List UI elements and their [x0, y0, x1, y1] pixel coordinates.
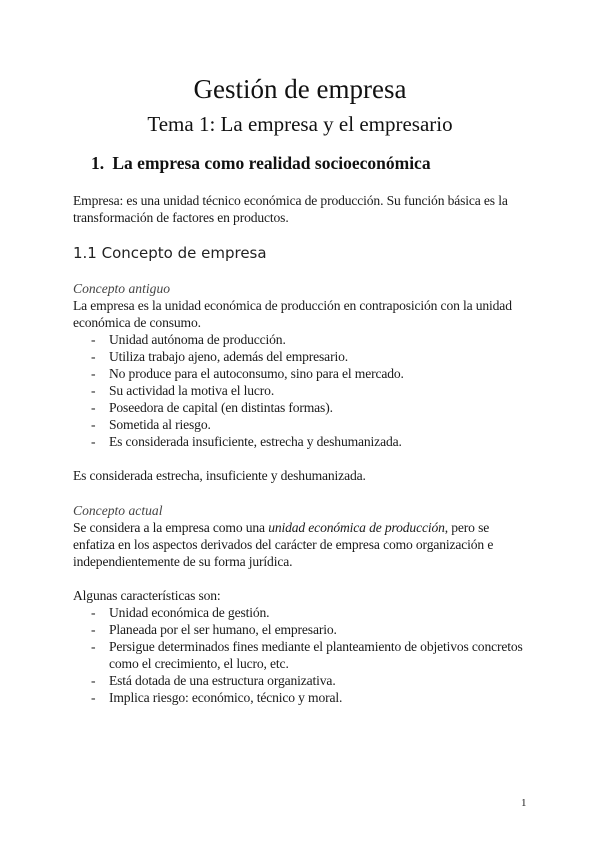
list-item — [73, 433, 533, 450]
caracteristicas-intro: Algunas características son: — [73, 588, 221, 603]
list-item — [73, 365, 533, 382]
dash-bullet: - — [91, 417, 96, 432]
list-item — [73, 672, 533, 689]
dash-bullet: - — [91, 332, 96, 347]
list-item — [73, 399, 533, 416]
list-item-text: Unidad económica de gestión. — [109, 605, 270, 620]
list-item-text: Implica riesgo: económico, técnico y moral. — [109, 690, 343, 705]
subsection-heading: 1.1 Concepto de empresa — [73, 244, 267, 262]
concepto-actual-text-before: Se considera a la empresa como una — [73, 520, 269, 535]
list-item — [73, 621, 533, 638]
list-item — [73, 348, 533, 365]
page-number: 1 — [521, 797, 527, 809]
section-heading-text: La empresa como realidad socioeconómica — [112, 153, 431, 173]
document-title: Gestión de empresa — [193, 74, 407, 104]
caracteristicas-list — [73, 604, 533, 706]
section-heading — [91, 151, 431, 175]
dash-bullet: - — [91, 400, 96, 415]
concepto-antiguo-paragraph: La empresa es la unidad económica de producción en contraposición con la unidad económica de consumo. — [73, 298, 512, 330]
list-item — [73, 604, 533, 621]
list-item-text: Su actividad la motiva el lucro. — [109, 383, 275, 398]
dash-bullet: - — [91, 434, 96, 449]
list-item — [73, 638, 533, 672]
list-item-text: Unidad autónoma de producción. — [109, 332, 286, 347]
list-item-text: No produce para el autoconsumo, sino para el mercado. — [109, 366, 404, 381]
dash-bullet: - — [91, 622, 96, 637]
concepto-actual-heading: Concepto actual — [73, 503, 163, 518]
concepto-actual-paragraph — [73, 519, 533, 570]
list-item — [73, 331, 533, 348]
dash-bullet: - — [91, 349, 96, 364]
dash-bullet: - — [91, 639, 96, 654]
list-item-text: Poseedora de capital (en distintas formas). — [109, 400, 333, 415]
dash-bullet: - — [91, 690, 96, 705]
list-item-text: Utiliza trabajo ajeno, además del empresario. — [109, 349, 348, 364]
concepto-actual-text-after: , pero se enfatiza en los aspectos derivados del carácter de empresa como organización e independientemente de su forma jurídica. — [73, 520, 494, 569]
concepto-antiguo-list — [73, 331, 533, 450]
dash-bullet: - — [91, 383, 96, 398]
list-item-text: Persigue determinados fines mediante el planteamiento de objetivos concretos como el crecimiento, el lucro, etc. — [109, 639, 523, 671]
concepto-actual-emphasis: unidad económica de producción — [268, 520, 445, 535]
intro-paragraph: Empresa: es una unidad técnico económica de producción. Su función básica es la transformación de factores en productos. — [73, 193, 508, 225]
dash-bullet: - — [91, 605, 96, 620]
list-item — [73, 689, 533, 706]
list-item-text: Es considerada insuficiente, estrecha y deshumanizada. — [109, 434, 402, 449]
concepto-antiguo-closing: Es considerada estrecha, insuficiente y deshumanizada. — [73, 468, 366, 483]
dash-bullet: - — [91, 366, 96, 381]
section-number: 1. — [91, 153, 105, 173]
list-item — [73, 416, 533, 433]
list-item-text: Planeada por el ser humano, el empresario. — [109, 622, 337, 637]
concepto-antiguo-heading: Concepto antiguo — [73, 281, 171, 296]
document-subtitle: Tema 1: La empresa y el empresario — [147, 112, 453, 136]
dash-bullet: - — [91, 673, 96, 688]
list-item-text: Está dotada de una estructura organizativa. — [109, 673, 336, 688]
list-item — [73, 382, 533, 399]
list-item-text: Sometida al riesgo. — [109, 417, 211, 432]
